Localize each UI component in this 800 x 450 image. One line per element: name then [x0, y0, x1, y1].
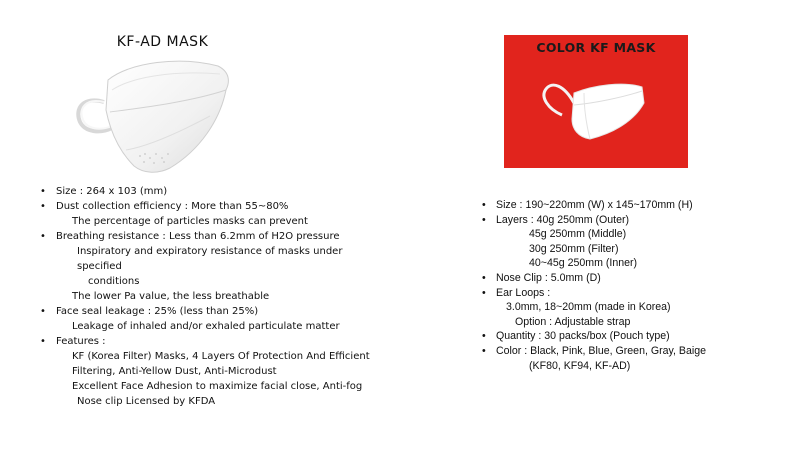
spec-layers: • Layers : 40g 250mm (Outer) [482, 213, 792, 228]
spec-breathing-note-1: Inspiratory and expiratory resistance of masks under specified [77, 246, 343, 272]
spec-face-seal: • Face seal leakage : 25% (less than 25%) [40, 304, 380, 319]
spec-features-2: Excellent Face Adhesion to maximize facial close, Anti-fog [72, 381, 363, 392]
spec-features: • Features : [40, 334, 380, 349]
color-kf-mask-title: COLOR KF MASK [536, 40, 656, 55]
kf-ad-spec-list [40, 184, 380, 409]
spec-nose-clip: • Nose Clip : 5.0mm (D) [482, 271, 792, 286]
spec-breathing-resistance: • Breathing resistance : Less than 6.2mm of H2O pressure [40, 229, 380, 244]
spec-layers-inner: 40~45g 250mm (Inner) [529, 257, 638, 270]
kf-ad-mask-image [70, 50, 235, 175]
spec-features-3: Nose clip Licensed by KFDA [77, 396, 216, 407]
spec-features-1: KF (Korea Filter) Masks, 4 Layers Of Protection And Efficient [72, 351, 370, 362]
spec-dust-note: The percentage of particles masks can prevent [72, 216, 308, 227]
spec-breathing-note-1b: conditions [88, 276, 140, 287]
spec-color-grades: (KF80, KF94, KF-AD) [529, 359, 631, 372]
spec-layers-filter: 30g 250mm (Filter) [529, 242, 619, 255]
color-kf-mask-panel [504, 35, 688, 168]
kf-ad-mask-title: KF-AD MASK [116, 34, 209, 50]
spec-size: • Size : 190~220mm (W) x 145~170mm (H) [482, 198, 792, 213]
spec-face-seal-note: Leakage of inhaled and/or exhaled particulate matter [72, 321, 340, 332]
color-kf-mask-image [534, 63, 649, 143]
spec-ear-loops-option: Option : Adjustable strap [515, 315, 631, 328]
spec-size: • Size : 264 x 103 (mm) [40, 184, 380, 199]
spec-ear-loops-size: 3.0mm, 18~20mm (made in Korea) [506, 301, 671, 314]
spec-breathing-note-2: The lower Pa value, the less breathable [72, 291, 270, 302]
color-kf-spec-list [482, 198, 792, 373]
spec-layers-middle: 45g 250mm (Middle) [529, 228, 627, 241]
spec-quantity: • Quantity : 30 packs/box (Pouch type) [482, 329, 792, 344]
spec-dust-collection: • Dust collection efficiency : More than 55~80% [40, 199, 380, 214]
spec-color: • Color : Black, Pink, Blue, Green, Gray, Baige [482, 344, 792, 359]
spec-ear-loops: • Ear Loops : [482, 286, 792, 301]
spec-features-1b: Filtering, Anti-Yellow Dust, Anti-Microdust [72, 366, 277, 377]
